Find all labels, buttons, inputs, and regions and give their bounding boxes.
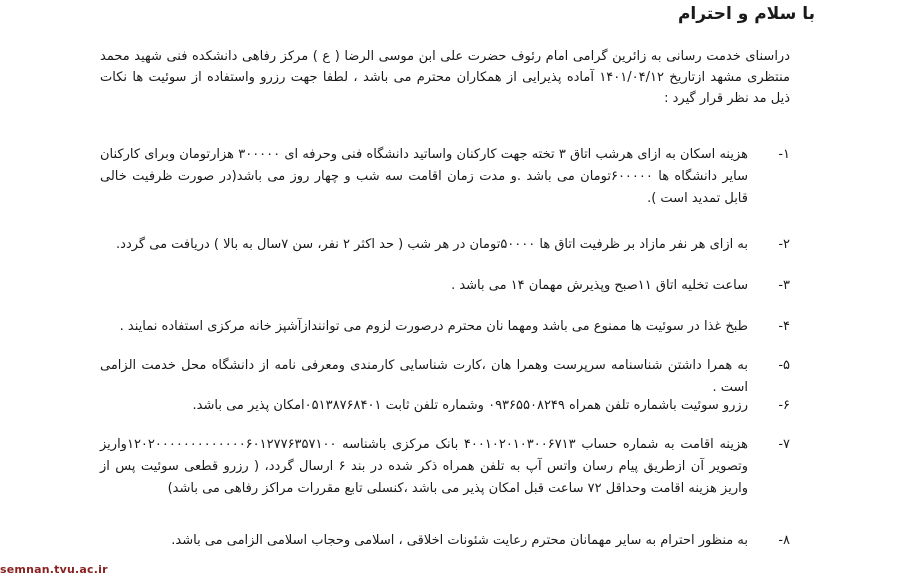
item-number: ۸- <box>778 533 790 548</box>
item-text: طبخ غذا در سوئیت ها ممنوع می باشد ومهما نان محترم درصورت لزوم می توانندازآشپز خانه مرکزی استفاده نمایند . <box>119 319 748 334</box>
greeting-heading: با سلام و احترام <box>677 4 815 24</box>
item-number: ۱- <box>778 147 790 162</box>
item-text: هزینه اسکان به ازای هرشب اتاق ۳ تخته جهت کارکنان واساتید دانشگاه فنی وحرفه ای ۳۰۰۰۰۰ هزارتومان وبرای کارکنان سایر دانشگاه ها ۶۰۰۰۰۰تومان می باشد .و مدت زمان اقامت سه شب و چهار روز می باشد(در صورت ظرفیت خالی قابل تمدید است ). <box>100 147 748 206</box>
list-item-4 <box>100 316 790 338</box>
item-number: ۲- <box>778 237 790 252</box>
list-item-2 <box>100 234 790 256</box>
item-number: ۳- <box>778 278 790 293</box>
item-text: ساعت تخلیه اتاق ۱۱صبح وپذیرش مهمان ۱۴ می باشد . <box>451 278 748 293</box>
intro-paragraph: دراسنای خدمت رسانی به زائرین گرامی امام رئوف حضرت علی ابن موسی الرضا ( ع ) مرکز رفاهی دانشکده فنی شهید محمد منتظری مشهد ازتاریخ ۱۴۰۱/۰۴/۱۲ آماده پذیرایی از همکاران محترم می باشد ، لطفا جهت رزرو واستفاده از سوئیت ها نکات ذیل مد نظر قرار گیرد : <box>100 49 790 106</box>
item-number: ۴- <box>778 319 790 334</box>
list-item-3 <box>100 275 790 297</box>
site-watermark: semnan.tvu.ac.ir <box>0 563 108 576</box>
item-text: هزینه اقامت به شماره حساب ۴۰۰۱۰۲۰۱۰۳۰۰۶۷۱۳ بانک مرکزی باشناسه ۱۲۰۲۰۰۰۰۰۰۰۰۰۰۰۰۰۶۰۱۲۷۷۶۳۵۷۱۰۰واریز وتصویر آن ازطریق پیام رسان واتس آپ به تلفن همراه ذکر شده در بند ۶ ارسال گردد، ( رزرو قطعی سوئیت پس از واریز هزینه اقامت وحداقل ۷۲ ساعت قبل امکان پذیر می باشد ،کنسلی تابع مقررات مراکز رفاهی می باشد) <box>100 437 748 496</box>
item-number: ۶- <box>778 398 790 413</box>
list-item-6 <box>100 395 790 417</box>
list-item-1 <box>100 144 790 210</box>
item-number: ۷- <box>778 437 790 452</box>
list-item-5 <box>100 355 790 399</box>
item-text: رزرو سوئیت باشماره تلفن همراه ۰۹۳۶۵۵۰۸۲۴۹ وشماره تلفن ثابت ۰۵۱۳۸۷۶۸۴۰۱امکان پذیر می باشد. <box>192 398 748 413</box>
item-text: به همرا داشتن شناسنامه سرپرست وهمرا هان ،کارت شناسایی کارمندی ومعرفی نامه از دانشگاه محل خدمت الزامی است . <box>100 358 748 395</box>
list-item-8 <box>100 530 790 552</box>
item-text: به منظور احترام به سایر مهمانان محترم رعایت شئونات اخلاقی ، اسلامی وحجاب اسلامی الزامی می باشد. <box>171 533 748 548</box>
item-number: ۵- <box>778 358 790 373</box>
item-text: به ازای هر نفر مازاد بر ظرفیت اتاق ها ۵۰۰۰۰تومان در هر شب ( حد اکثر ۲ نفر، سن ۷سال به بالا ) دریافت می گردد. <box>116 237 748 252</box>
list-item-7 <box>100 434 790 500</box>
